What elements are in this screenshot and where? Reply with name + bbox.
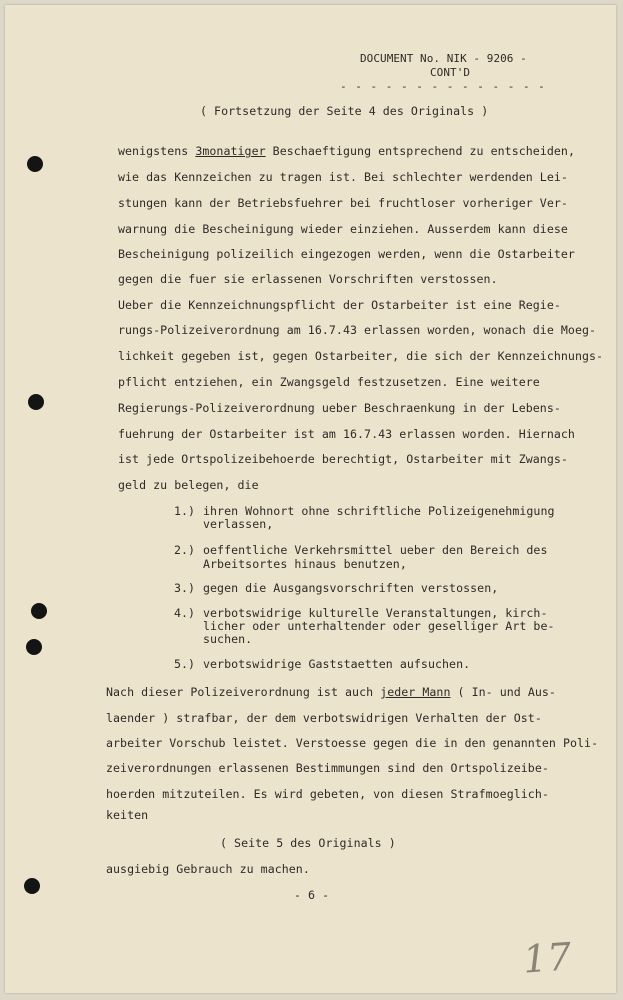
text-run: Beschaeftigung entsprechend zu entscheiden, <box>265 144 575 158</box>
underlined-word: jeder Mann <box>380 685 451 699</box>
list-item-line: verbotswidrige kulturelle Veranstaltungen, kirch- <box>203 606 548 620</box>
body-line: lichkeit gegeben ist, gegen Ostarbeiter, die sich der Kennzeichnungs- <box>118 349 604 363</box>
body-line: wie das Kennzeichen zu tragen ist. Bei schlechter werdenden Lei- <box>118 170 568 184</box>
body-line: zeiverordnungen erlassenen Bestimmungen sind den Ortspolizeibe- <box>106 761 549 775</box>
list-item-line: suchen. <box>203 632 253 646</box>
text-run: ( In- und Aus- <box>450 685 556 699</box>
body-line: laender ) strafbar, der dem verbotswidrigen Verhalten der Ost- <box>106 711 542 725</box>
header-rule: - - - - - - - - - - - - - - <box>340 80 546 93</box>
list-item-line: licher oder unterhaltender oder geselliger Art be- <box>203 619 555 633</box>
list-item-line: oeffentliche Verkehrsmittel ueber den Bereich des <box>203 543 548 557</box>
body-line: Bescheinigung polizeilich eingezogen werden, wenn die Ostarbeiter <box>118 247 575 261</box>
punch-hole <box>31 603 47 619</box>
body-line: geld zu belegen, die <box>118 478 259 492</box>
continuation-note: ( Fortsetzung der Seite 4 des Originals ) <box>200 104 489 118</box>
list-item-line: verlassen, <box>203 517 274 531</box>
page-number: - 6 - <box>294 888 330 902</box>
handwritten-mark: 17 <box>521 934 573 982</box>
text-run: Nach dieser Polizeiverordnung ist auch <box>106 685 381 699</box>
underlined-word: 3monatiger <box>195 144 266 158</box>
body-line: fuehrung der Ostarbeiter ist am 16.7.43 erlassen worden. Hiernach <box>118 427 575 441</box>
punch-hole <box>24 878 40 894</box>
body-line: ist jede Ortspolizeibehoerde berechtigt, Ostarbeiter mit Zwangs- <box>118 452 568 466</box>
list-item-number: 5.) <box>174 657 196 671</box>
document-number: DOCUMENT No. NIK - 9206 - <box>360 52 527 65</box>
body-line: pflicht entziehen, ein Zwangsgeld festzusetzen. Eine weitere <box>118 375 540 389</box>
list-item-line: Arbeitsortes hinaus benutzen, <box>203 557 407 571</box>
body-line: warnung die Bescheinigung wieder einziehen. Ausserdem kann diese <box>118 222 568 236</box>
body-line: stungen kann der Betriebsfuehrer bei fruchtloser vorheriger Ver- <box>118 196 568 210</box>
list-item-number: 2.) <box>174 543 196 557</box>
body-line: arbeiter Vorschub leistet. Verstoesse gegen die in den genannten Poli- <box>106 736 599 750</box>
list-item-number: 3.) <box>174 581 196 595</box>
punch-hole <box>26 639 42 655</box>
body-line: keiten <box>106 808 149 822</box>
page-note: ( Seite 5 des Originals ) <box>220 836 396 850</box>
contd-label: CONT'D <box>430 66 471 79</box>
list-item-number: 1.) <box>174 504 196 518</box>
list-item-number: 4.) <box>174 606 196 620</box>
list-item-line: gegen die Ausgangsvorschriften verstossen, <box>203 581 499 595</box>
punch-hole <box>27 156 43 172</box>
body-line: gegen die fuer sie erlassenen Vorschriften verstossen. <box>118 272 498 286</box>
list-item-line: verbotswidrige Gaststaetten aufsuchen. <box>203 657 471 671</box>
body-line: rungs-Polizeiverordnung am 16.7.43 erlassen worden, wonach die Moeg- <box>118 323 597 337</box>
body-line <box>118 144 575 158</box>
body-line <box>106 685 556 699</box>
punch-hole <box>28 394 44 410</box>
list-item-line: ihren Wohnort ohne schriftliche Polizeigenehmigung <box>203 504 555 518</box>
body-line: Ueber die Kennzeichnungspflicht der Ostarbeiter ist eine Regie- <box>118 298 561 312</box>
text-run: wenigstens <box>118 144 196 158</box>
final-line: ausgiebig Gebrauch zu machen. <box>106 862 310 876</box>
body-line: hoerden mitzuteilen. Es wird gebeten, von diesen Strafmoeglich- <box>106 787 549 801</box>
body-line: Regierungs-Polizeiverordnung ueber Beschraenkung in der Lebens- <box>118 401 561 415</box>
